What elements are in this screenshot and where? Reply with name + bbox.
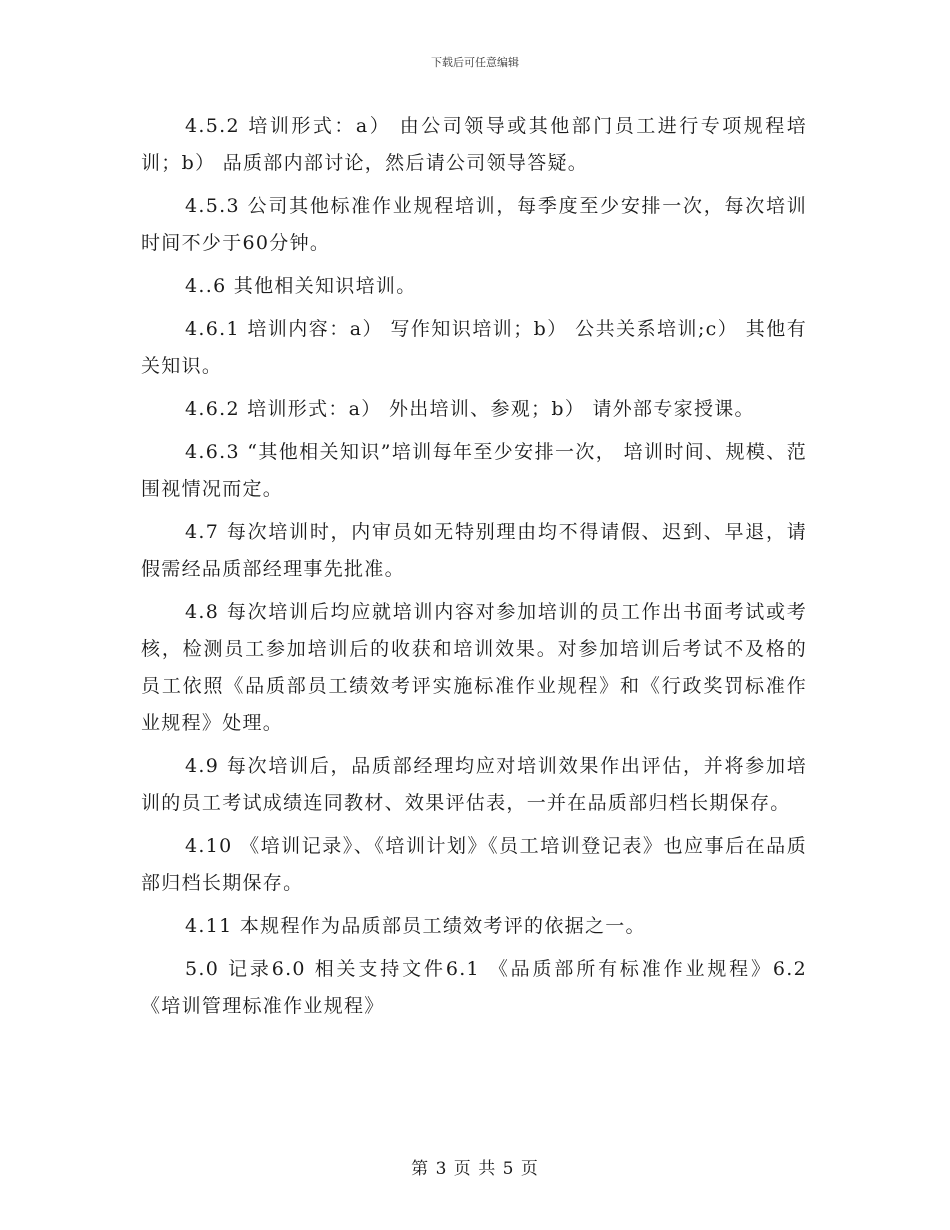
paragraph-4-8: 4.8 每次培训后均应就培训内容对参加培训的员工作出书面考试或考核，检测员工参加培训后的收获和培训效果。对参加培训后考试不及格的员工依照《品质部员工绩效考评实施标准作业规程》和《行政奖罚标准作业规程》处理。 <box>141 601 807 734</box>
paragraph-4-9: 4.9 每次培训后，品质部经理均应对培训效果作出评估，并将参加培训的员工考试成绩连同教材、效果评估表，一并在品质部归档长期保存。 <box>141 755 807 814</box>
paragraph-4-6: 4..6 其他相关知识培训。 <box>185 275 417 297</box>
paragraph-4-5-2: 4.5.2 培训形式：a） 由公司领导或其他部门员工进行专项规程培训；b） 品质部内部讨论，然后请公司领导答疑。 <box>141 115 807 174</box>
paragraph-4-6-3: 4.6.3 “其他相关知识”培训每年至少安排一次， 培训时间、规模、范围视情况而定。 <box>141 441 807 500</box>
paragraph-5-0: 5.0 记录6.0 相关支持文件6.1 《品质部所有标准作业规程》6.2《培训管理标准作业规程》 <box>141 958 807 1017</box>
page-footer: 第 3 页 共 5 页 <box>411 1159 539 1179</box>
paragraph-4-6-1: 4.6.1 培训内容：a） 写作知识培训；b） 公共关系培训;c） 其他有关知识。 <box>141 318 807 377</box>
document-body <box>141 108 807 1031</box>
paragraph-4-6-2: 4.6.2 培训形式：a） 外出培训、参观；b） 请外部专家授课。 <box>185 398 755 420</box>
page-header: 下载后可任意编辑 <box>431 56 519 69</box>
paragraph-4-7: 4.7 每次培训时，内审员如无特别理由均不得请假、迟到、早退，请假需经品质部经理事先批准。 <box>141 521 807 580</box>
paragraph-4-5-3: 4.5.3 公司其他标准作业规程培训，每季度至少安排一次，每次培训时间不少于60分钟。 <box>141 195 807 254</box>
paragraph-4-11: 4.11 本规程作为品质部员工绩效考评的依据之一。 <box>185 915 646 937</box>
paragraph-4-10: 4.10 《培训记录》、《培训计划》《员工培训登记表》也应事后在品质部归档长期保存。 <box>141 835 807 894</box>
